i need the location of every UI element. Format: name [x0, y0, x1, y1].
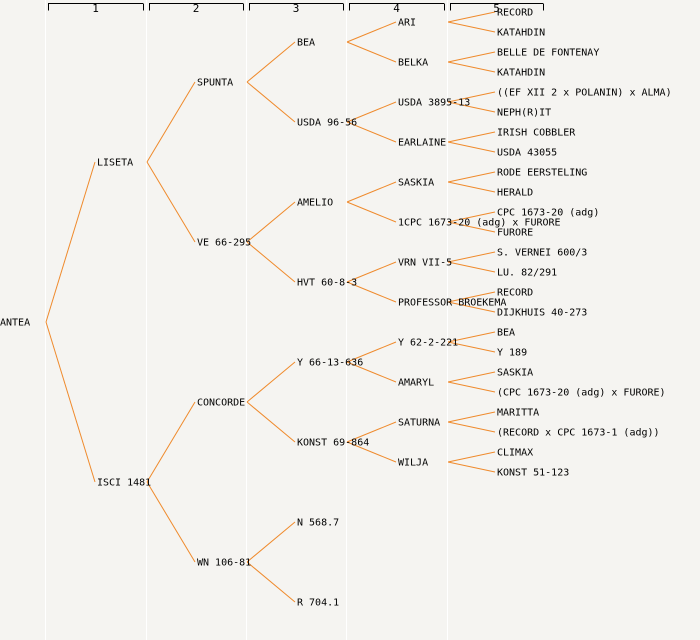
generation-marker-label: 4	[393, 2, 400, 15]
node-label-spunta: SPUNTA	[197, 77, 234, 89]
branch-bea-ari	[347, 22, 396, 42]
node-label-concorde: CONCORDE	[197, 397, 246, 409]
node-label-usda96: USDA 96-56	[297, 117, 358, 129]
branch-earlaine-usda43055	[448, 142, 495, 152]
branch-vrn-svernei	[448, 252, 495, 262]
node-label-n568: N 568.7	[297, 517, 340, 529]
node-label-svernei: S. VERNEI 600/3	[497, 247, 588, 259]
branch-ve-amelio	[247, 202, 295, 242]
branch-belka-katahdin2	[448, 62, 495, 72]
branch-isci-concorde	[147, 402, 195, 482]
branch-antea-liseta	[46, 162, 95, 322]
node-label-nephrit: NEPH(R)IT	[497, 107, 552, 119]
branch-ve-hvt	[247, 242, 295, 282]
node-label-efxii: ((EF XII 2 x POLANIN) x ALMA)	[497, 87, 672, 99]
node-label-maritta: MARITTA	[497, 407, 540, 419]
node-label-y62: Y 62-2-221	[398, 337, 459, 349]
branch-saturna-maritta	[448, 412, 495, 422]
node-label-ve: VE 66-295	[197, 237, 252, 249]
branch-bea-belka	[347, 42, 396, 62]
node-label-rode: RODE EERSTELING	[497, 167, 588, 179]
node-label-bea: BEA	[297, 37, 316, 49]
node-label-amelio: AMELIO	[297, 197, 334, 209]
branch-liseta-ve	[147, 162, 195, 242]
node-label-r704: R 704.1	[297, 597, 340, 609]
node-label-amaryl: AMARYL	[398, 377, 435, 389]
node-label-cpcfur5: (CPC 1673-20 (adg) x FURORE)	[497, 387, 666, 399]
generation-marker-label: 1	[92, 2, 99, 15]
node-label-konst51: KONST 51-123	[497, 467, 570, 479]
node-label-record2: RECORD	[497, 287, 534, 299]
generation-marker-label: 5	[493, 2, 500, 15]
branch-spunta-bea	[247, 42, 295, 82]
node-label-katahdin1: KATAHDIN	[497, 27, 546, 39]
generation-marker-label: 3	[292, 2, 300, 15]
node-label-herald: HERALD	[497, 187, 534, 199]
node-label-wilja: WILJA	[398, 457, 429, 469]
node-label-vrn: VRN VII-5	[398, 257, 453, 269]
node-label-irish: IRISH COBBLER	[497, 127, 576, 139]
node-label-ari: ARI	[398, 17, 417, 29]
node-label-konst69: KONST 69-864	[297, 437, 370, 449]
node-label-isci: ISCI 1481	[97, 477, 152, 489]
branch-isci-wn	[147, 482, 195, 562]
node-label-cpc1673: CPC 1673-20 (adg)	[497, 207, 600, 219]
branch-spunta-usda96	[247, 82, 295, 122]
branch-wn-r704	[247, 562, 295, 602]
branch-wilja-konst51	[448, 462, 495, 472]
branch-concorde-y66	[247, 362, 295, 402]
node-label-wn: WN 106-81	[197, 557, 252, 569]
node-label-saskia5: SASKIA	[497, 367, 534, 379]
branch-liseta-spunta	[147, 82, 195, 162]
branch-saturna-reccpc	[448, 422, 495, 432]
branch-earlaine-irish	[448, 132, 495, 142]
branch-vrn-lu82	[448, 262, 495, 272]
branch-ari-record1	[448, 12, 495, 22]
node-label-furore: FURORE	[497, 227, 534, 239]
node-label-usda3895: USDA 3895-13	[398, 97, 471, 109]
node-label-usda43055: USDA 43055	[497, 147, 558, 159]
node-label-liseta: LISETA	[97, 157, 134, 169]
branch-wn-n568	[247, 522, 295, 562]
node-label-antea: ANTEA	[0, 317, 31, 329]
node-label-earlaine: EARLAINE	[398, 137, 447, 149]
branch-amaryl-cpcfur5	[448, 382, 495, 392]
node-label-bea5: BEA	[497, 327, 516, 339]
branch-amelio-saskia4	[347, 182, 396, 202]
node-label-katahdin2: KATAHDIN	[497, 67, 546, 79]
node-label-belle: BELLE DE FONTENAY	[497, 47, 600, 59]
branch-antea-isci	[46, 322, 95, 482]
node-label-belka: BELKA	[398, 57, 429, 69]
branch-amelio-cpcfur1	[347, 202, 396, 222]
branch-amaryl-saskia5	[448, 372, 495, 382]
node-label-climax: CLIMAX	[497, 447, 534, 459]
node-label-hvt: HVT 60-8-3	[297, 277, 358, 289]
branch-saskia4-herald	[448, 182, 495, 192]
node-label-saturna: SATURNA	[398, 417, 441, 429]
node-label-saskia4: SASKIA	[398, 177, 435, 189]
branch-wilja-climax	[448, 452, 495, 462]
node-label-reccpc: (RECORD x CPC 1673-1 (adg))	[497, 427, 660, 439]
branch-ari-katahdin1	[448, 22, 495, 32]
branch-belka-belle	[448, 52, 495, 62]
generation-marker-label: 2	[192, 2, 200, 15]
node-label-dijkhuis: DIJKHUIS 40-273	[497, 307, 588, 319]
node-label-cpcfur1: 1CPC 1673-20 (adg) x FURORE	[398, 217, 561, 229]
branch-concorde-konst69	[247, 402, 295, 442]
node-label-y66: Y 66-13-636	[297, 357, 364, 369]
node-label-record1: RECORD	[497, 7, 534, 19]
branch-saskia4-rode	[448, 172, 495, 182]
node-label-lu82: LU. 82/291	[497, 267, 558, 279]
node-label-prof: PROFESSOR BROEKEMA	[398, 297, 507, 309]
node-label-y189: Y 189	[497, 347, 528, 359]
